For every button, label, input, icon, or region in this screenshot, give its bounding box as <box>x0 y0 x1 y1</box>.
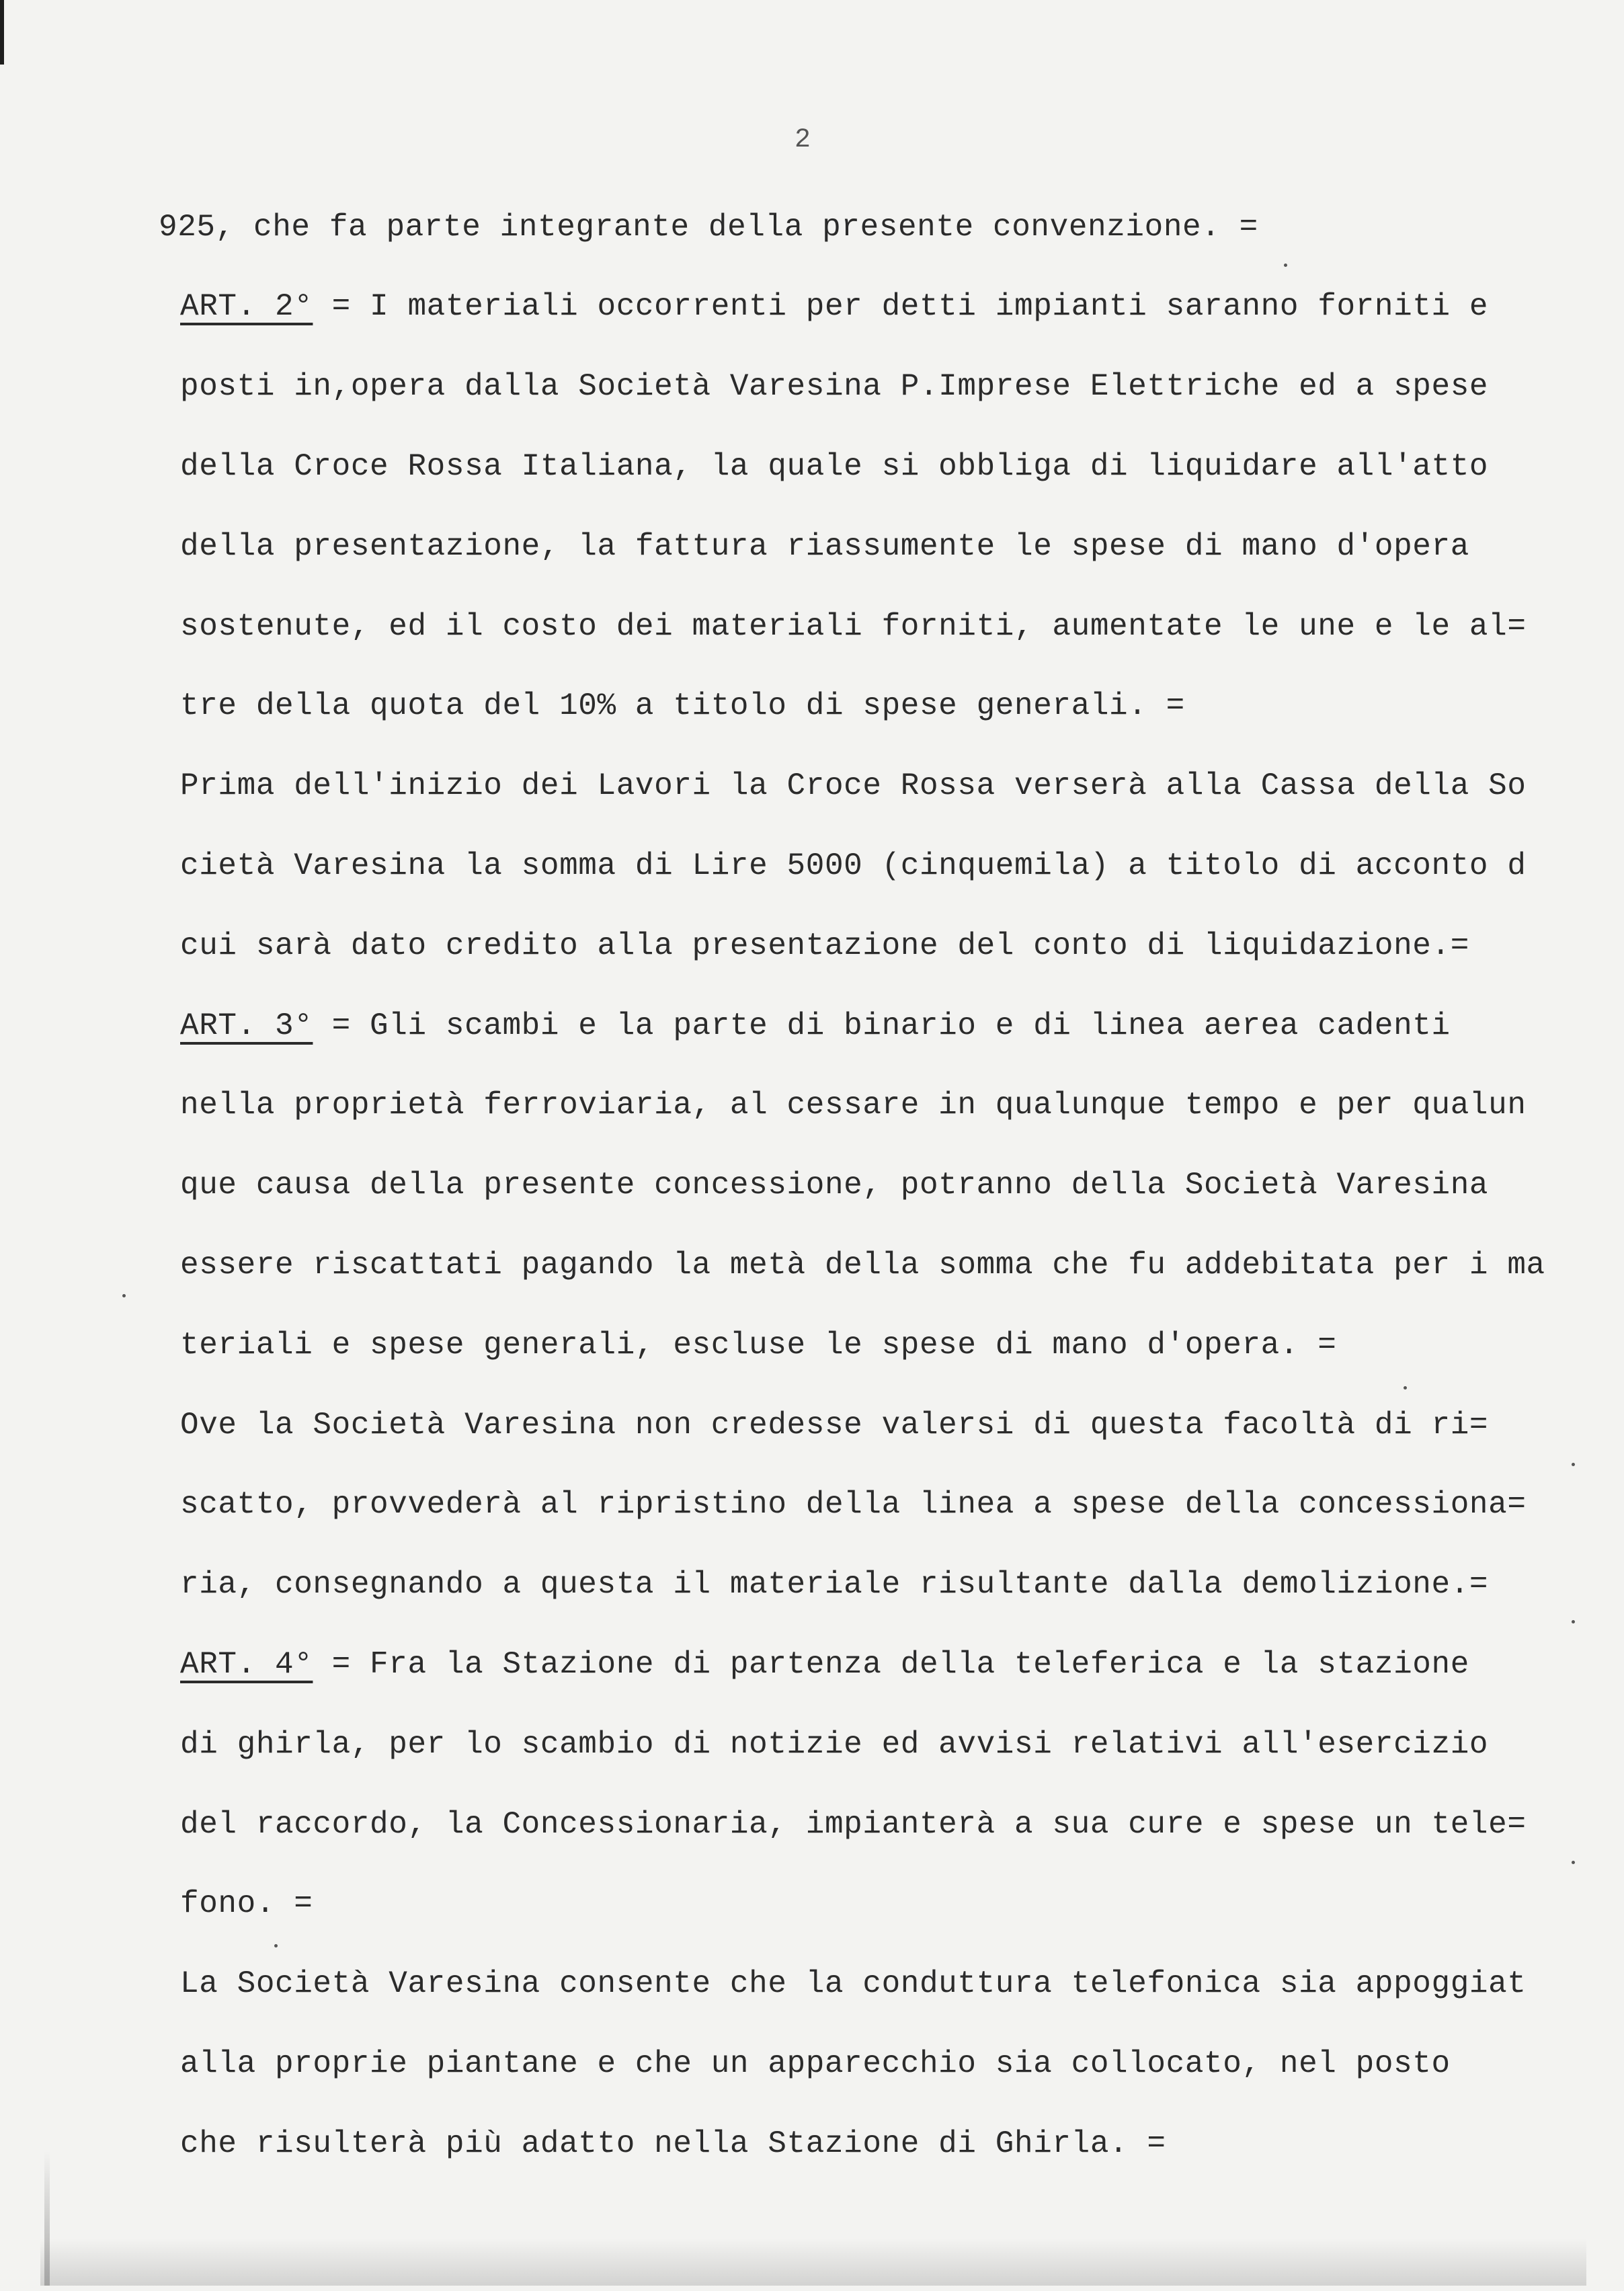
text-line-15 <box>180 1325 1336 1365</box>
text-line-3 <box>180 366 1488 407</box>
line-text: cietà Varesina la somma di Lire 5000 (cinquemila) a titolo di acconto d <box>180 848 1527 883</box>
scan-speck <box>1404 1386 1407 1390</box>
line-text: nella proprietà ferroviaria, al cessare in qualunque tempo e per qualun <box>180 1088 1527 1123</box>
line-text: che risulterà più adatto nella Stazione di Ghirla. = <box>180 2126 1166 2161</box>
line-text: scatto, provvederà al ripristino della linea a spese della concessiona= <box>180 1487 1527 1522</box>
line-text: = Gli scambi e la parte di binario e di linea aerea cadenti <box>313 1008 1451 1043</box>
line-text: di ghirla, per lo scambio di notizie ed avvisi relativi all'esercizio <box>180 1727 1489 1762</box>
scan-speck <box>122 1294 126 1297</box>
line-text: fono. = <box>180 1886 313 1921</box>
text-line-10 <box>180 926 1469 966</box>
article-heading: ART. 3° <box>180 1008 313 1043</box>
text-line-16 <box>180 1405 1488 1445</box>
line-text: della presentazione, la fattura riassumente le spese di mano d'opera <box>180 529 1469 564</box>
text-line-7 <box>180 686 1185 726</box>
text-line-6 <box>180 606 1527 647</box>
text-line-19 <box>180 1644 1469 1685</box>
text-line-20 <box>180 1724 1488 1765</box>
text-line-22 <box>180 1884 313 1924</box>
text-line-4 <box>180 446 1488 487</box>
text-line-17 <box>180 1484 1527 1525</box>
scan-speck <box>1572 1861 1575 1864</box>
line-text: = I materiali occorrenti per detti impianti saranno forniti e <box>313 289 1489 324</box>
line-text: Ove la Società Varesina non credesse valersi di questa facoltà di ri= <box>180 1408 1489 1443</box>
text-line-8 <box>180 766 1527 806</box>
article-heading: ART. 2° <box>180 289 313 324</box>
text-line-9 <box>180 846 1527 886</box>
scan-speck <box>274 1944 278 1947</box>
scan-speck <box>1284 264 1287 267</box>
scan-speck <box>1572 1620 1575 1623</box>
text-line-12 <box>180 1085 1527 1125</box>
text-line-11 <box>180 1006 1451 1046</box>
article-heading: ART. 4° <box>180 1647 313 1682</box>
line-text: essere riscattati pagando la metà della somma che fu addebitata per i ma <box>180 1248 1545 1283</box>
text-line-25 <box>180 2124 1166 2164</box>
line-text: alla proprie piantane e che un apparecchio sia collocato, nel posto <box>180 2046 1451 2081</box>
text-line-1 <box>159 207 1258 247</box>
text-line-13 <box>180 1165 1488 1205</box>
line-text: posti in,opera dalla Società Varesina P.Imprese Elettriche ed a spese <box>180 369 1489 404</box>
line-text: ria, consegnando a questa il materiale risultante dalla demolizione.= <box>180 1567 1489 1602</box>
line-text: que causa della presente concessione, potranno della Società Varesina <box>180 1168 1489 1203</box>
line-text: teriali e spese generali, escluse le spese di mano d'opera. = <box>180 1328 1337 1363</box>
scan-speck <box>1572 1463 1575 1466</box>
line-text: cui sarà dato credito alla presentazione del conto di liquidazione.= <box>180 928 1469 963</box>
line-text: 925, che fa parte integrante della presente convenzione. = <box>159 210 1258 245</box>
binding-edge-mark <box>0 0 4 65</box>
page-number: 2 <box>795 125 811 155</box>
text-line-14 <box>180 1245 1545 1285</box>
line-text: = Fra la Stazione di partenza della teleferica e la stazione <box>313 1647 1469 1682</box>
text-line-18 <box>180 1564 1488 1605</box>
text-line-24 <box>180 2044 1451 2084</box>
text-line-23 <box>180 1964 1527 2004</box>
scan-smudge <box>40 2239 1586 2286</box>
text-line-2 <box>180 286 1488 327</box>
line-text: sostenute, ed il costo dei materiali forniti, aumentate le une e le al= <box>180 609 1527 644</box>
line-text: del raccordo, la Concessionaria, impianterà a sua cure e spese un tele= <box>180 1807 1527 1842</box>
text-line-21 <box>180 1804 1527 1845</box>
line-text: tre della quota del 10% a titolo di spese generali. = <box>180 688 1185 723</box>
line-text: della Croce Rossa Italiana, la quale si obbliga di liquidare all'atto <box>180 449 1489 484</box>
line-text: Prima dell'inizio dei Lavori la Croce Rossa verserà alla Cassa della So <box>180 768 1527 803</box>
line-text: La Società Varesina consente che la conduttura telefonica sia appoggiat <box>180 1966 1527 2001</box>
text-line-5 <box>180 526 1469 567</box>
